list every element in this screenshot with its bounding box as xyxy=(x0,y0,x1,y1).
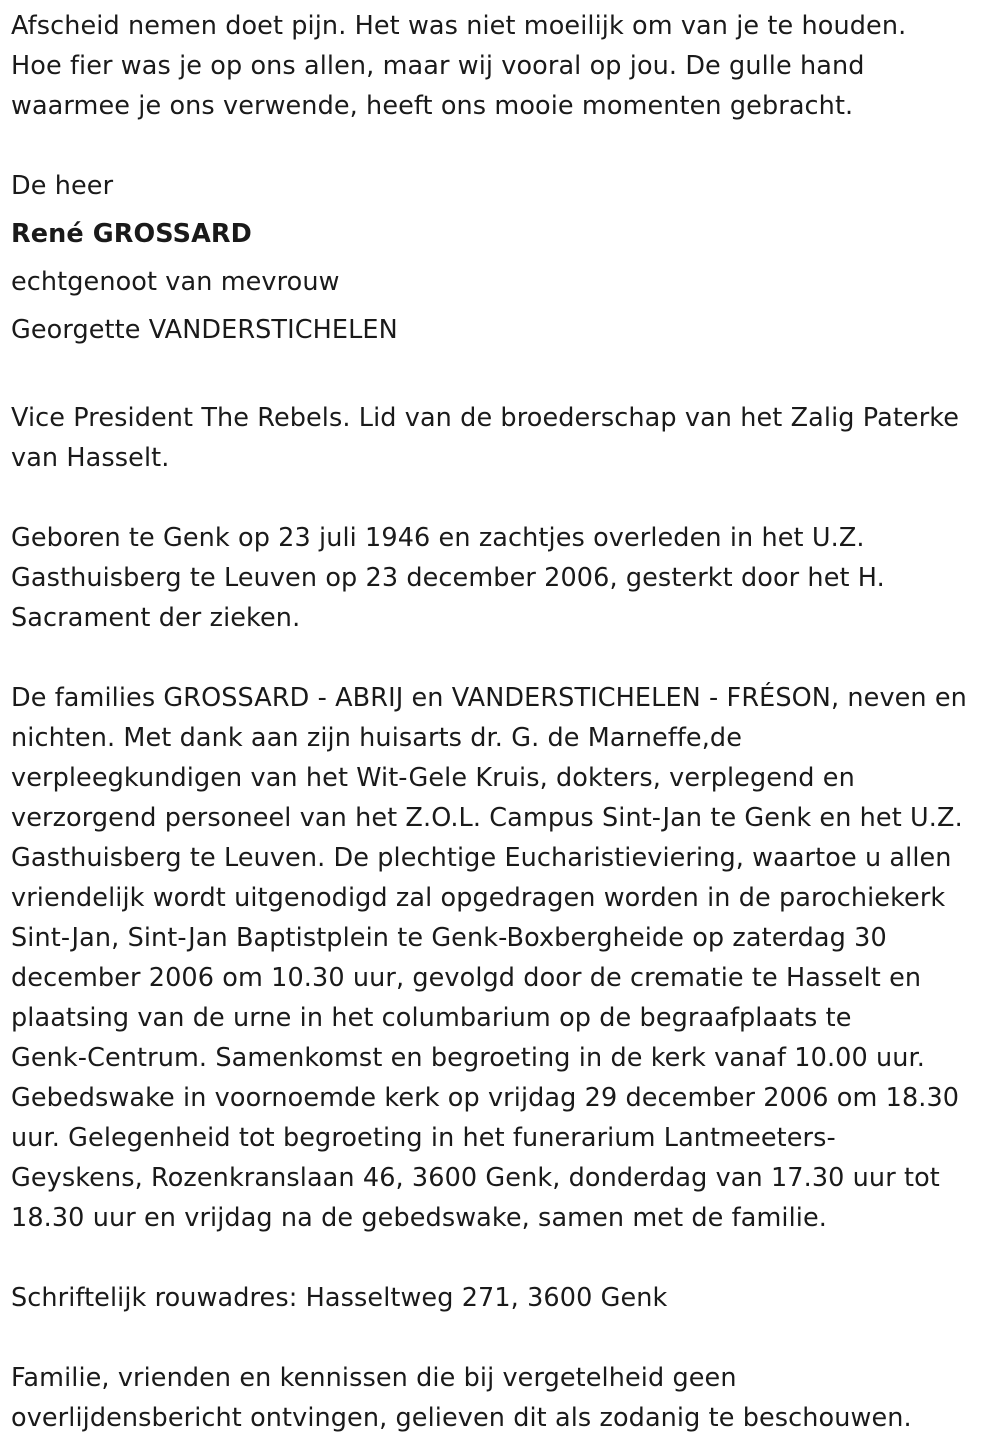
affiliation-line: van Hasselt. xyxy=(11,443,170,473)
families-line: Genk-Centrum. Samenkomst en begroeting in de kerk vanaf 10.00 uur. xyxy=(11,1043,925,1073)
deceased-name: René GROSSARD xyxy=(11,219,252,249)
intro-line: Afscheid nemen doet pijn. Het was niet moeilijk om van je te houden. xyxy=(11,11,907,41)
affiliation-line: Vice President The Rebels. Lid van de broederschap van het Zalig Paterke xyxy=(11,403,960,433)
families-line: De families GROSSARD - ABRIJ en VANDERSTICHELEN - FRÉSON, neven en xyxy=(11,683,967,713)
families-line: uur. Gelegenheid tot begroeting in het funerarium Lantmeeters- xyxy=(11,1123,836,1153)
families-line: Geyskens, Rozenkranslaan 46, 3600 Genk, donderdag van 17.30 uur tot xyxy=(11,1163,940,1193)
families-paragraph xyxy=(11,678,991,1238)
intro-paragraph xyxy=(11,6,991,126)
families-line: Gasthuisberg te Leuven. De plechtige Eucharistieviering, waartoe u allen xyxy=(11,843,952,873)
families-line: vriendelijk wordt uitgenodigd zal opgedragen worden in de parochiekerk xyxy=(11,883,946,913)
paragraph-gap xyxy=(11,1238,991,1278)
birth-death-line: Geboren te Genk op 23 juli 1946 en zachtjes overleden in het U.Z. xyxy=(11,523,865,553)
families-line: verpleegkundigen van het Wit-Gele Kruis, dokters, verplegend en xyxy=(11,763,855,793)
obituary-document xyxy=(11,6,991,1438)
paragraph-gap xyxy=(11,638,991,678)
families-line: Sint-Jan, Sint-Jan Baptistplein te Genk-Boxbergheide op zaterdag 30 xyxy=(11,923,887,953)
birth-death-line: Sacrament der zieken. xyxy=(11,603,301,633)
closing-line: overlijdensbericht ontvingen, gelieven dit als zodanig te beschouwen. xyxy=(11,1403,912,1433)
affiliation-paragraph xyxy=(11,398,991,478)
address-paragraph xyxy=(11,1278,991,1318)
intro-line: waarmee je ons verwende, heeft ons mooie momenten gebracht. xyxy=(11,91,854,121)
birth-death-paragraph xyxy=(11,518,991,638)
families-line: verzorgend personeel van het Z.O.L. Campus Sint-Jan te Genk en het U.Z. xyxy=(11,803,963,833)
spouse-label: echtgenoot van mevrouw xyxy=(11,267,340,297)
families-line: plaatsing van de urne in het columbarium op de begraafplaats te xyxy=(11,1003,852,1033)
families-line: nichten. Met dank aan zijn huisarts dr. G. de Marneffe,de xyxy=(11,723,742,753)
paragraph-gap xyxy=(11,478,991,518)
families-line: december 2006 om 10.30 uur, gevolgd door de crematie te Hasselt en xyxy=(11,963,922,993)
families-line: Gebedswake in voornoemde kerk op vrijdag 29 december 2006 om 18.30 xyxy=(11,1083,960,1113)
person-block xyxy=(11,162,991,354)
birth-death-line: Gasthuisberg te Leuven op 23 december 2006, gesterkt door het H. xyxy=(11,563,885,593)
spouse-name: Georgette VANDERSTICHELEN xyxy=(11,315,398,345)
paragraph-gap xyxy=(11,126,991,166)
address-line: Schriftelijk rouwadres: Hasseltweg 271, 3600 Genk xyxy=(11,1283,668,1313)
intro-line: Hoe fier was je op ons allen, maar wij vooral op jou. De gulle hand xyxy=(11,51,865,81)
paragraph-gap xyxy=(11,1318,991,1358)
families-line: 18.30 uur en vrijdag na de gebedswake, samen met de familie. xyxy=(11,1203,827,1233)
closing-paragraph xyxy=(11,1358,991,1438)
closing-line: Familie, vrienden en kennissen die bij vergetelheid geen xyxy=(11,1363,737,1393)
paragraph-gap xyxy=(11,354,991,398)
salutation: De heer xyxy=(11,171,114,201)
